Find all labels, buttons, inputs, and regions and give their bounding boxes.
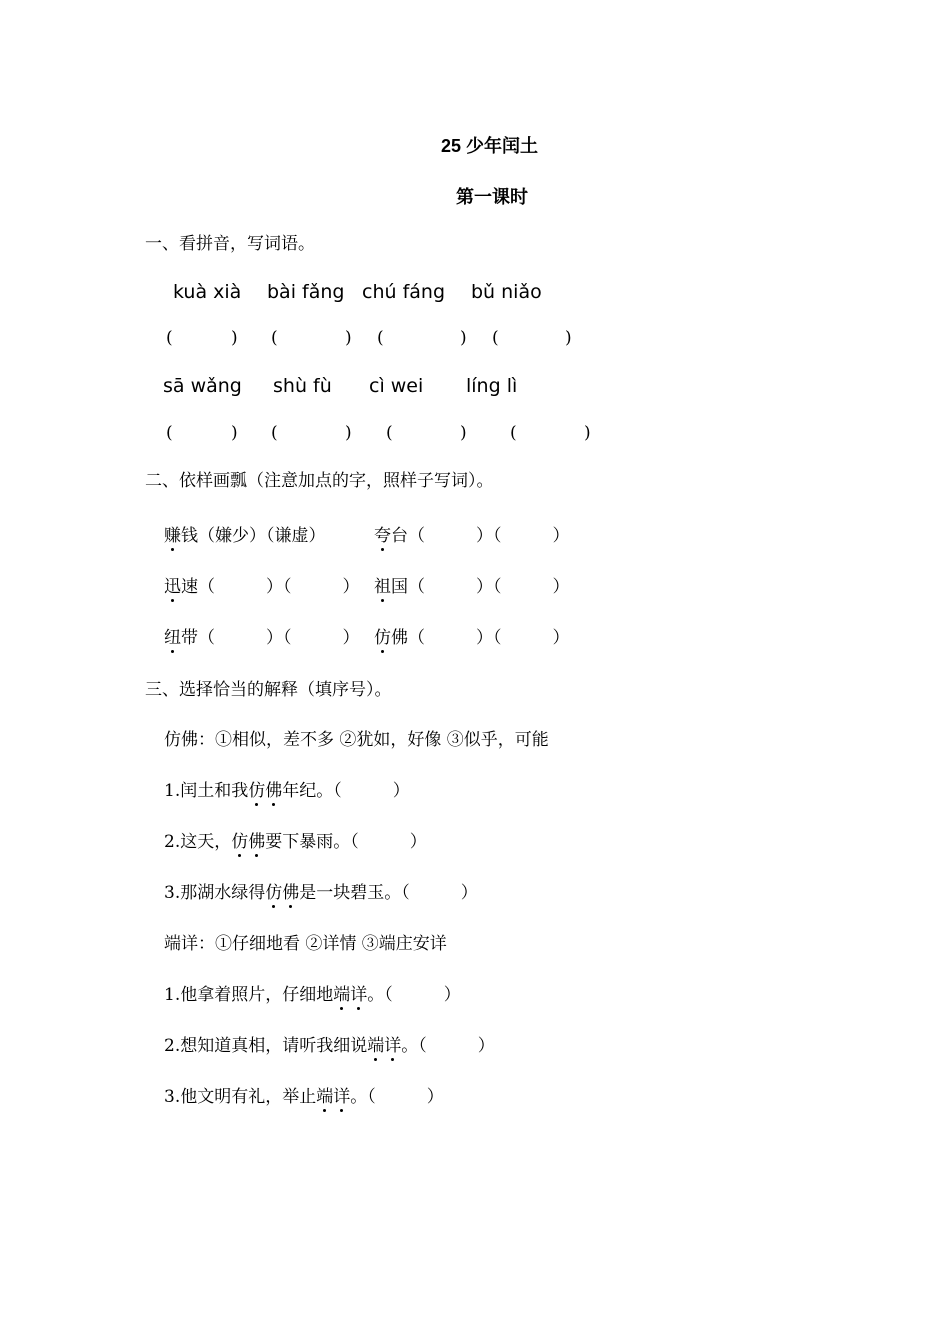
answer-blank-close: ) (345, 423, 352, 443)
question-item: 2.这天，仿佛要下暴雨。（ ） (164, 832, 427, 852)
pinyin-1: kuà xià (173, 281, 242, 303)
answer-blank-open: ( (271, 328, 278, 348)
answer-blank-open: ( (510, 423, 517, 443)
pinyin-2: bài fǎng (267, 281, 345, 303)
dotted-char: 赚 (164, 526, 181, 546)
dotted-char: 祖 (374, 577, 391, 597)
question-item: 3.那湖水绿得仿佛是一块碧玉。（ ） (164, 883, 478, 903)
answer-blank: （ ） (198, 577, 283, 597)
answer-blank-close: ) (231, 328, 238, 348)
answer-blank: （ ） (198, 628, 283, 648)
dotted-char: 佛 (248, 832, 266, 852)
answer-blank-close: ) (584, 423, 591, 443)
dotted-char: 详 (350, 985, 368, 1005)
dotted-char: 端 (333, 985, 351, 1005)
answer-blank-close: ) (345, 328, 352, 348)
dotted-char: 仿 (248, 781, 266, 801)
answer-blank: （ ） (283, 628, 360, 648)
answer-blank-close: ) (565, 328, 572, 348)
answer-blank-close: ) (231, 423, 238, 443)
dotted-char: 端 (316, 1087, 334, 1107)
page-title: 25 少年闰土 (441, 136, 539, 156)
answer-blank: （ ） (408, 628, 493, 648)
word-item: 夸台（ ）（ ） (374, 526, 570, 546)
word-item: 祖国（ ）（ ） (374, 577, 570, 597)
pinyin-3: chú fáng (362, 281, 446, 303)
question-item: 3.他文明有礼，举止端详。（ ） (164, 1087, 444, 1107)
answer-blank-open: ( (271, 423, 278, 443)
answer-blank-open: ( (386, 423, 393, 443)
dotted-char: 迅 (164, 577, 181, 597)
answer-blank-open: ( (377, 328, 384, 348)
dotted-char: 夸 (374, 526, 391, 546)
example-word: 赚钱（嫌少）（谦虚） (164, 526, 326, 546)
section1-heading: 一、看拼音，写词语。 (145, 234, 315, 254)
dotted-char: 仿 (265, 883, 283, 903)
answer-blank: （ ） (283, 577, 360, 597)
answer-blank: （ ） (493, 628, 570, 648)
answer-blank-open: ( (492, 328, 499, 348)
dotted-char: 详 (384, 1036, 402, 1056)
pinyin-4: bǔ niǎo (471, 281, 542, 303)
question-item: 1.闰土和我仿佛年纪。（ ） (164, 781, 410, 801)
example-answer-1: （嫌少） (198, 526, 266, 546)
example-answer-2: （谦虚） (266, 526, 326, 546)
answer-blank: （ ） (493, 526, 570, 546)
answer-blank-open: ( (166, 328, 173, 348)
dotted-char: 仿 (374, 628, 391, 648)
word-item: 仿佛（ ）（ ） (374, 628, 570, 648)
dotted-char: 佛 (282, 883, 300, 903)
answer-blank: （ ） (408, 526, 493, 546)
dotted-char: 仿 (231, 832, 249, 852)
page-subtitle: 第一课时 (456, 187, 528, 207)
dotted-char: 详 (333, 1087, 351, 1107)
dotted-char: 纽 (164, 628, 181, 648)
definition-duanxiang: 端详：①仔细地看 ②详情 ③端庄安详 (164, 934, 447, 954)
definition-fangfu: 仿佛：①相似，差不多 ②犹如，好像 ③似乎，可能 (164, 730, 549, 750)
answer-blank-close: ) (460, 328, 467, 348)
answer-blank-close: ) (460, 423, 467, 443)
question-item: 2.想知道真相，请听我细说端详。（ ） (164, 1036, 495, 1056)
dotted-char: 佛 (265, 781, 283, 801)
answer-blank-open: ( (166, 423, 173, 443)
dotted-char: 端 (367, 1036, 385, 1056)
word-item: 纽带（ ）（ ） (164, 628, 360, 648)
word-item: 迅速（ ）（ ） (164, 577, 360, 597)
section2-heading: 二、依样画瓢（注意加点的字，照样子写词）。 (145, 471, 494, 491)
pinyin-5: sā wǎng (163, 375, 242, 397)
pinyin-8: líng lì (466, 375, 518, 397)
answer-blank: （ ） (493, 577, 570, 597)
answer-blank: （ ） (408, 577, 493, 597)
pinyin-7: cì wei (369, 375, 424, 397)
question-item: 1.他拿着照片，仔细地端详。（ ） (164, 985, 461, 1005)
pinyin-6: shù fù (273, 375, 332, 397)
section3-heading: 三、选择恰当的解释（填序号）。 (145, 680, 392, 700)
